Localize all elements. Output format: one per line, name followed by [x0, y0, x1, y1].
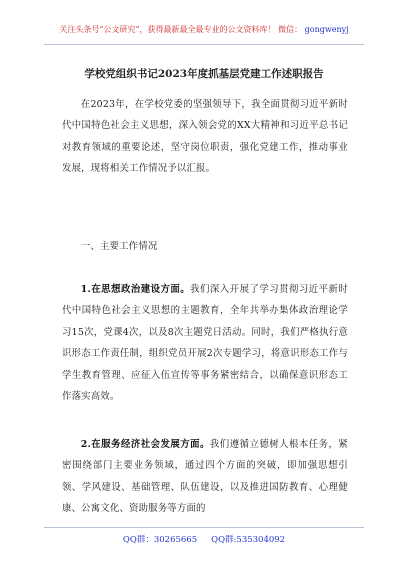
header-wechat-id[interactable]: gongwenyj — [304, 25, 349, 34]
footer-qq-group-1[interactable]: QQ群：30265665 — [122, 535, 198, 545]
document-title: 学校党组织书记2023年度抓基层党建工作述职报告 — [84, 68, 324, 80]
footer — [0, 534, 408, 546]
header-note — [0, 24, 408, 36]
footer-qq-group-2[interactable]: QQ群:535304092 — [211, 535, 286, 545]
paragraph-ideology-lead: 1.在思想政治建设方面。 — [80, 284, 191, 295]
footer-divider — [44, 527, 364, 528]
paragraph-intro — [62, 94, 348, 180]
section-heading — [62, 236, 348, 257]
section-heading-text: 一、主要工作情况 — [80, 241, 158, 252]
paragraph-service — [62, 434, 348, 520]
header-divider — [44, 44, 364, 45]
paragraph-service-lead: 2.在服务经济社会发展方面。 — [80, 439, 210, 450]
paragraph-intro-text: 在2023年，在学校党委的坚强领导下，我全面贯彻习近平新时代中国特色社会主义思想，深入领会党的XX大精神和习近平总书记对教育领域的重要论述，坚守岗位职责，强化党建工作，推动事业发展，现将相关工作情况予以汇报。 — [62, 99, 348, 175]
paragraph-ideology-text: 我们深入开展了学习贯彻习近平新时代中国特色社会主义思想的主题教育，全年共举办集体政治理论学习15次，党课4次，以及8次主题党日活动。同时，我们严格执行意识形态工作责任制，组织党员开展2次专题学习，将意识形态工作与学生教育管理、应征入伍宣传等事务紧密结合，以确保意识形态工作落实高效。 — [62, 284, 348, 403]
header-promo-text: 关注头条号“公文研究”，获得最新最全最专业的公文资料库！ — [59, 25, 276, 34]
paragraph-service-text: 我们遵循立德树人根本任务，紧密围绕部门主要业务领域，通过四个方面的突破，即加强思想引领、学风建设、基础管理、队伍建设，以及推进国防教育、心理健康、公寓文化、资助服务等方面的 — [62, 439, 348, 515]
header-wechat-label: 微信： — [278, 25, 303, 34]
paragraph-ideology — [62, 279, 348, 407]
